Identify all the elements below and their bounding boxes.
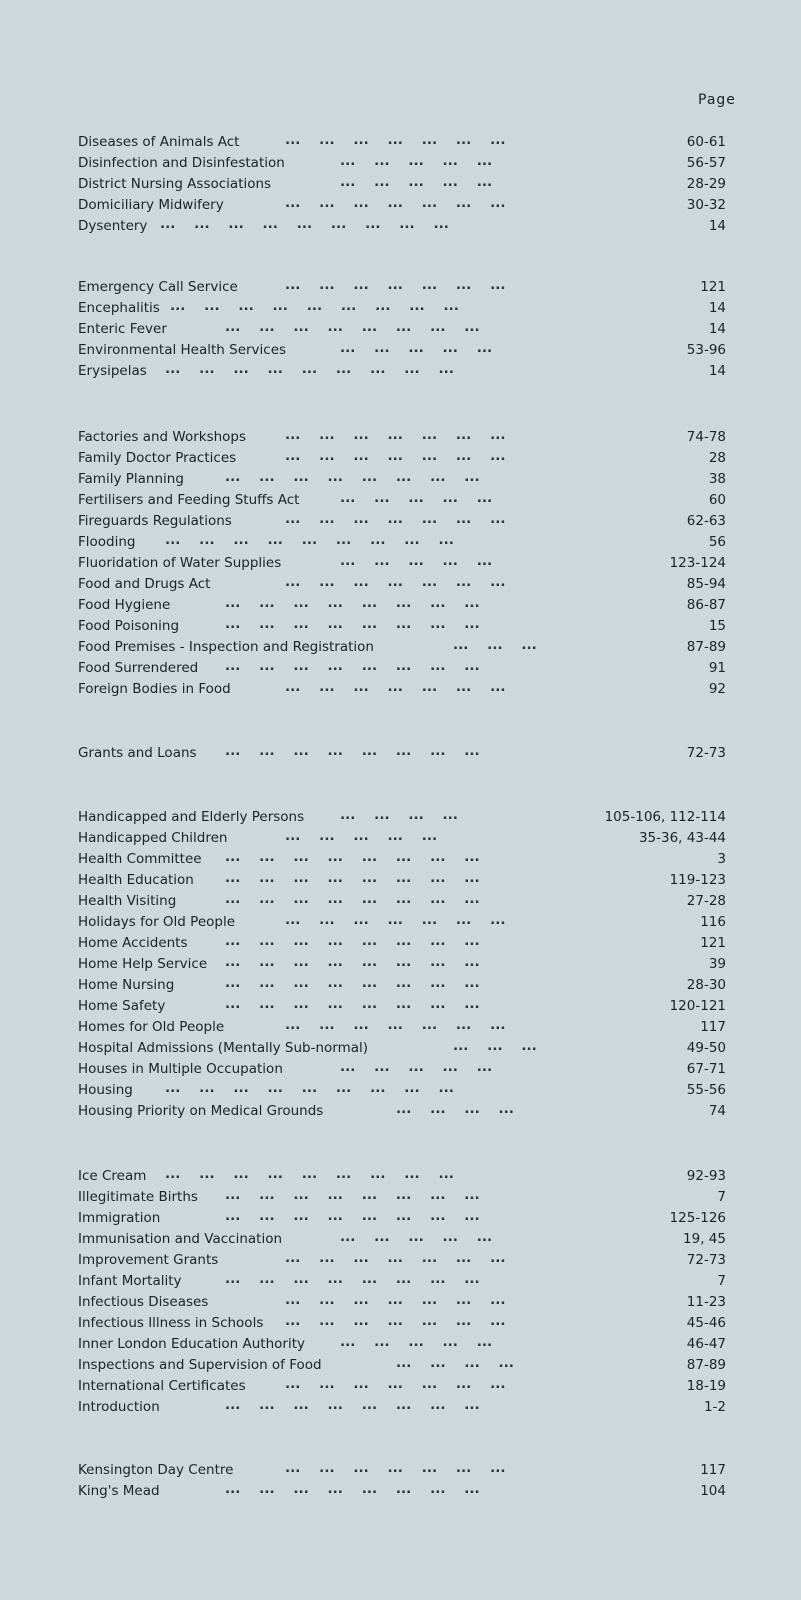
entry-term: Family Doctor Practices xyxy=(78,450,237,466)
entry-term: King's Mead xyxy=(78,1483,160,1499)
index-entry xyxy=(78,1080,726,1100)
entry-term: Infant Mortality xyxy=(78,1273,182,1289)
page-column-heading: Page xyxy=(698,92,736,108)
entry-pages: 35-36, 43-44 xyxy=(638,830,726,846)
entry-term: Home Accidents xyxy=(78,935,188,951)
entry-term: Hospital Admissions (Mentally Sub-normal) xyxy=(78,1040,369,1056)
index-entry xyxy=(78,361,726,381)
entry-pages: 14 xyxy=(708,363,726,379)
entry-term: Food Surrendered xyxy=(78,660,199,676)
entry-pages: 28-30 xyxy=(686,977,726,993)
entry-term: Environmental Health Services xyxy=(78,342,287,358)
entry-term: Inner London Education Authority xyxy=(78,1336,306,1352)
entry-term: Flooding xyxy=(78,534,136,550)
entry-pages: 14 xyxy=(708,300,726,316)
dot-leader: ... ... ... ... ... ... ... ... xyxy=(225,996,480,1012)
entry-term: Food and Drugs Act xyxy=(78,576,211,592)
dot-leader: ... ... ... ... ... ... ... ... ... xyxy=(165,532,454,548)
entry-term: Kensington Day Centre xyxy=(78,1462,234,1478)
entry-pages: 38 xyxy=(708,471,726,487)
index-entry xyxy=(78,340,726,360)
index-entry xyxy=(78,891,726,911)
entry-pages: 92-93 xyxy=(686,1168,726,1184)
entry-pages: 55-56 xyxy=(686,1082,726,1098)
index-entry xyxy=(78,553,726,573)
entry-pages: 49-50 xyxy=(686,1040,726,1056)
entry-pages: 125-126 xyxy=(669,1210,726,1226)
dot-leader: ... ... ... xyxy=(453,637,537,653)
dot-leader: ... ... ... ... ... ... ... ... xyxy=(225,975,480,991)
dot-leader: ... ... ... ... ... ... ... ... xyxy=(225,1481,480,1497)
dot-leader: ... ... ... xyxy=(453,1038,537,1054)
dot-leader: ... ... ... ... ... ... ... xyxy=(285,912,506,928)
index-entry xyxy=(78,1059,726,1079)
index-entry xyxy=(78,174,726,194)
entry-pages: 119-123 xyxy=(669,872,726,888)
entry-term: Health Education xyxy=(78,872,194,888)
index-entry xyxy=(78,828,726,848)
entry-term: Immigration xyxy=(78,1210,161,1226)
entry-term: Handicapped and Elderly Persons xyxy=(78,809,305,825)
entry-term: Ice Cream xyxy=(78,1168,147,1184)
index-entry xyxy=(78,1313,726,1333)
entry-term: District Nursing Associations xyxy=(78,176,272,192)
index-entry xyxy=(78,1187,726,1207)
entry-pages: 121 xyxy=(700,935,726,951)
entry-term: Family Planning xyxy=(78,471,184,487)
entry-term: Houses in Multiple Occupation xyxy=(78,1061,283,1077)
entry-term: Dysentery xyxy=(78,218,148,234)
dot-leader: ... ... ... ... ... ... ... ... xyxy=(225,319,480,335)
entry-term: Home Nursing xyxy=(78,977,175,993)
entry-term: Factories and Workshops xyxy=(78,429,247,445)
entry-term: Food Premises - Inspection and Registration xyxy=(78,639,374,655)
dot-leader: ... ... ... ... xyxy=(396,1355,514,1371)
entry-pages: 74-78 xyxy=(686,429,726,445)
index-entry xyxy=(78,469,726,489)
dot-leader: ... ... ... ... ... ... ... ... xyxy=(225,743,480,759)
entry-term: Introduction xyxy=(78,1399,160,1415)
index-entry xyxy=(78,743,726,763)
entry-pages: 120-121 xyxy=(669,998,726,1014)
index-entry xyxy=(78,1166,726,1186)
entry-term: Erysipelas xyxy=(78,363,147,379)
entry-pages: 67-71 xyxy=(686,1061,726,1077)
entry-term: Inspections and Supervision of Food xyxy=(78,1357,322,1373)
entry-pages: 72-73 xyxy=(686,1252,726,1268)
entry-pages: 28 xyxy=(708,450,726,466)
entry-pages: 7 xyxy=(717,1273,726,1289)
entry-term: Immunisation and Vaccination xyxy=(78,1231,283,1247)
entry-pages: 15 xyxy=(708,618,726,634)
entry-term: Enteric Fever xyxy=(78,321,167,337)
entry-term: Health Committee xyxy=(78,851,202,867)
index-entry xyxy=(78,1101,726,1121)
index-entry xyxy=(78,153,726,173)
dot-leader: ... ... ... ... ... ... ... ... ... xyxy=(160,216,449,232)
dot-leader: ... ... ... ... ... ... ... ... ... xyxy=(165,1080,454,1096)
index-entry xyxy=(78,195,726,215)
entry-pages: 60-61 xyxy=(686,134,726,150)
entry-pages: 27-28 xyxy=(686,893,726,909)
dot-leader: ... ... ... ... ... ... ... ... ... xyxy=(170,298,459,314)
entry-pages: 14 xyxy=(708,321,726,337)
entry-term: Domiciliary Midwifery xyxy=(78,197,224,213)
entry-term: Fireguards Regulations xyxy=(78,513,232,529)
index-entry xyxy=(78,595,726,615)
index-entry xyxy=(78,637,726,657)
entry-pages: 87-89 xyxy=(686,1357,726,1373)
entry-term: Illegitimate Births xyxy=(78,1189,198,1205)
entry-pages: 1-2 xyxy=(703,1399,726,1415)
dot-leader: ... ... ... ... ... ... ... ... xyxy=(225,870,480,886)
index-entry xyxy=(78,933,726,953)
entry-term: Home Help Service xyxy=(78,956,208,972)
dot-leader: ... ... ... ... ... ... ... xyxy=(285,574,506,590)
dot-leader: ... ... ... ... ... ... ... ... xyxy=(225,933,480,949)
entry-term: Food Hygiene xyxy=(78,597,171,613)
dot-leader: ... ... ... ... ... xyxy=(340,490,493,506)
dot-leader: ... ... ... ... ... ... ... ... xyxy=(225,954,480,970)
index-entry xyxy=(78,616,726,636)
index-entry xyxy=(78,975,726,995)
entry-pages: 104 xyxy=(700,1483,726,1499)
dot-leader: ... ... ... ... ... ... ... xyxy=(285,1460,506,1476)
index-entry xyxy=(78,532,726,552)
entry-term: Fertilisers and Feeding Stuffs Act xyxy=(78,492,300,508)
dot-leader: ... ... ... ... ... xyxy=(340,1229,493,1245)
entry-pages: 3 xyxy=(717,851,726,867)
index-entry xyxy=(78,1250,726,1270)
dot-leader: ... ... ... ... ... xyxy=(340,340,493,356)
dot-leader: ... ... ... ... ... ... ... ... xyxy=(225,658,480,674)
index-entry xyxy=(78,427,726,447)
entry-pages: 116 xyxy=(700,914,726,930)
entry-term: Housing Priority on Medical Grounds xyxy=(78,1103,324,1119)
dot-leader: ... ... ... ... ... ... ... xyxy=(285,427,506,443)
entry-pages: 62-63 xyxy=(686,513,726,529)
index-entry xyxy=(78,277,726,297)
entry-pages: 18-19 xyxy=(686,1378,726,1394)
entry-pages: 85-94 xyxy=(686,576,726,592)
entry-term: Improvement Grants xyxy=(78,1252,219,1268)
index-entry xyxy=(78,1271,726,1291)
dot-leader: ... ... ... ... ... ... ... ... xyxy=(225,849,480,865)
entry-pages: 39 xyxy=(708,956,726,972)
index-entry xyxy=(78,574,726,594)
index-entry xyxy=(78,319,726,339)
dot-leader: ... ... ... ... ... xyxy=(340,1334,493,1350)
index-entry xyxy=(78,1038,726,1058)
dot-leader: ... ... ... ... ... ... ... xyxy=(285,679,506,695)
entry-pages: 123-124 xyxy=(669,555,726,571)
index-entry xyxy=(78,1017,726,1037)
index-entry xyxy=(78,954,726,974)
dot-leader: ... ... ... ... xyxy=(396,1101,514,1117)
dot-leader: ... ... ... ... ... ... ... xyxy=(285,1313,506,1329)
index-entry xyxy=(78,912,726,932)
index-entry xyxy=(78,1334,726,1354)
dot-leader: ... ... ... ... xyxy=(340,807,458,823)
entry-term: Diseases of Animals Act xyxy=(78,134,240,150)
entry-pages: 72-73 xyxy=(686,745,726,761)
entry-pages: 117 xyxy=(700,1462,726,1478)
entry-term: Infectious Diseases xyxy=(78,1294,209,1310)
entry-pages: 30-32 xyxy=(686,197,726,213)
index-entry xyxy=(78,1397,726,1417)
entry-pages: 46-47 xyxy=(686,1336,726,1352)
entry-pages: 7 xyxy=(717,1189,726,1205)
dot-leader: ... ... ... ... ... xyxy=(285,828,438,844)
index-entry xyxy=(78,870,726,890)
entry-term: Infectious Illness in Schools xyxy=(78,1315,264,1331)
dot-leader: ... ... ... ... ... ... ... ... xyxy=(225,891,480,907)
entry-term: Handicapped Children xyxy=(78,830,228,846)
index-entry xyxy=(78,996,726,1016)
dot-leader: ... ... ... ... ... ... ... xyxy=(285,1292,506,1308)
entry-pages: 19, 45 xyxy=(683,1231,726,1247)
dot-leader: ... ... ... ... ... ... ... xyxy=(285,1250,506,1266)
dot-leader: ... ... ... ... ... xyxy=(340,174,493,190)
dot-leader: ... ... ... ... ... ... ... ... xyxy=(225,616,480,632)
entry-term: Fluoridation of Water Supplies xyxy=(78,555,282,571)
index-entry xyxy=(78,1376,726,1396)
entry-term: Holidays for Old People xyxy=(78,914,236,930)
dot-leader: ... ... ... ... ... ... ... ... ... xyxy=(165,1166,454,1182)
entry-term: International Certificates xyxy=(78,1378,246,1394)
entry-pages: 87-89 xyxy=(686,639,726,655)
dot-leader: ... ... ... ... ... ... ... xyxy=(285,195,506,211)
entry-term: Foreign Bodies in Food xyxy=(78,681,231,697)
entry-term: Emergency Call Service xyxy=(78,279,238,295)
index-entry xyxy=(78,1460,726,1480)
index-entry xyxy=(78,448,726,468)
entry-pages: 45-46 xyxy=(686,1315,726,1331)
index-entry xyxy=(78,132,726,152)
index-entry xyxy=(78,658,726,678)
dot-leader: ... ... ... ... ... ... ... ... xyxy=(225,595,480,611)
entry-term: Health Visiting xyxy=(78,893,177,909)
index-entry xyxy=(78,1292,726,1312)
index-entry xyxy=(78,511,726,531)
dot-leader: ... ... ... ... ... ... ... ... xyxy=(225,469,480,485)
dot-leader: ... ... ... ... ... ... ... xyxy=(285,1017,506,1033)
entry-term: Homes for Old People xyxy=(78,1019,225,1035)
entry-term: Housing xyxy=(78,1082,133,1098)
entry-pages: 28-29 xyxy=(686,176,726,192)
index-entry xyxy=(78,679,726,699)
dot-leader: ... ... ... ... ... xyxy=(340,153,493,169)
dot-leader: ... ... ... ... ... xyxy=(340,1059,493,1075)
dot-leader: ... ... ... ... ... ... ... xyxy=(285,1376,506,1392)
entry-pages: 53-96 xyxy=(686,342,726,358)
entry-term: Food Poisoning xyxy=(78,618,180,634)
entry-pages: 121 xyxy=(700,279,726,295)
dot-leader: ... ... ... ... ... ... ... ... xyxy=(225,1397,480,1413)
entry-pages: 56-57 xyxy=(686,155,726,171)
index-entry xyxy=(78,1481,726,1501)
index-entry xyxy=(78,1208,726,1228)
index-entry xyxy=(78,807,726,827)
entry-pages: 92 xyxy=(708,681,726,697)
index-entry xyxy=(78,298,726,318)
index-entry xyxy=(78,216,726,236)
entry-pages: 86-87 xyxy=(686,597,726,613)
entry-pages: 117 xyxy=(700,1019,726,1035)
dot-leader: ... ... ... ... ... ... ... xyxy=(285,277,506,293)
dot-leader: ... ... ... ... ... ... ... ... ... xyxy=(165,361,454,377)
dot-leader: ... ... ... ... ... xyxy=(340,553,493,569)
entry-pages: 14 xyxy=(708,218,726,234)
entry-pages: 91 xyxy=(708,660,726,676)
entry-term: Disinfection and Disinfestation xyxy=(78,155,285,171)
entry-pages: 60 xyxy=(708,492,726,508)
entry-pages: 56 xyxy=(708,534,726,550)
index-entry xyxy=(78,1355,726,1375)
dot-leader: ... ... ... ... ... ... ... ... xyxy=(225,1187,480,1203)
dot-leader: ... ... ... ... ... ... ... ... xyxy=(225,1271,480,1287)
dot-leader: ... ... ... ... ... ... ... ... xyxy=(225,1208,480,1224)
entry-term: Grants and Loans xyxy=(78,745,197,761)
index-entry xyxy=(78,849,726,869)
entry-pages: 11-23 xyxy=(686,1294,726,1310)
index-entry xyxy=(78,1229,726,1249)
entry-pages: 105-106, 112-114 xyxy=(604,809,726,825)
index-entry xyxy=(78,490,726,510)
dot-leader: ... ... ... ... ... ... ... xyxy=(285,448,506,464)
entry-term: Home Safety xyxy=(78,998,166,1014)
dot-leader: ... ... ... ... ... ... ... xyxy=(285,132,506,148)
entry-pages: 74 xyxy=(708,1103,726,1119)
dot-leader: ... ... ... ... ... ... ... xyxy=(285,511,506,527)
entry-term: Encephalitis xyxy=(78,300,160,316)
